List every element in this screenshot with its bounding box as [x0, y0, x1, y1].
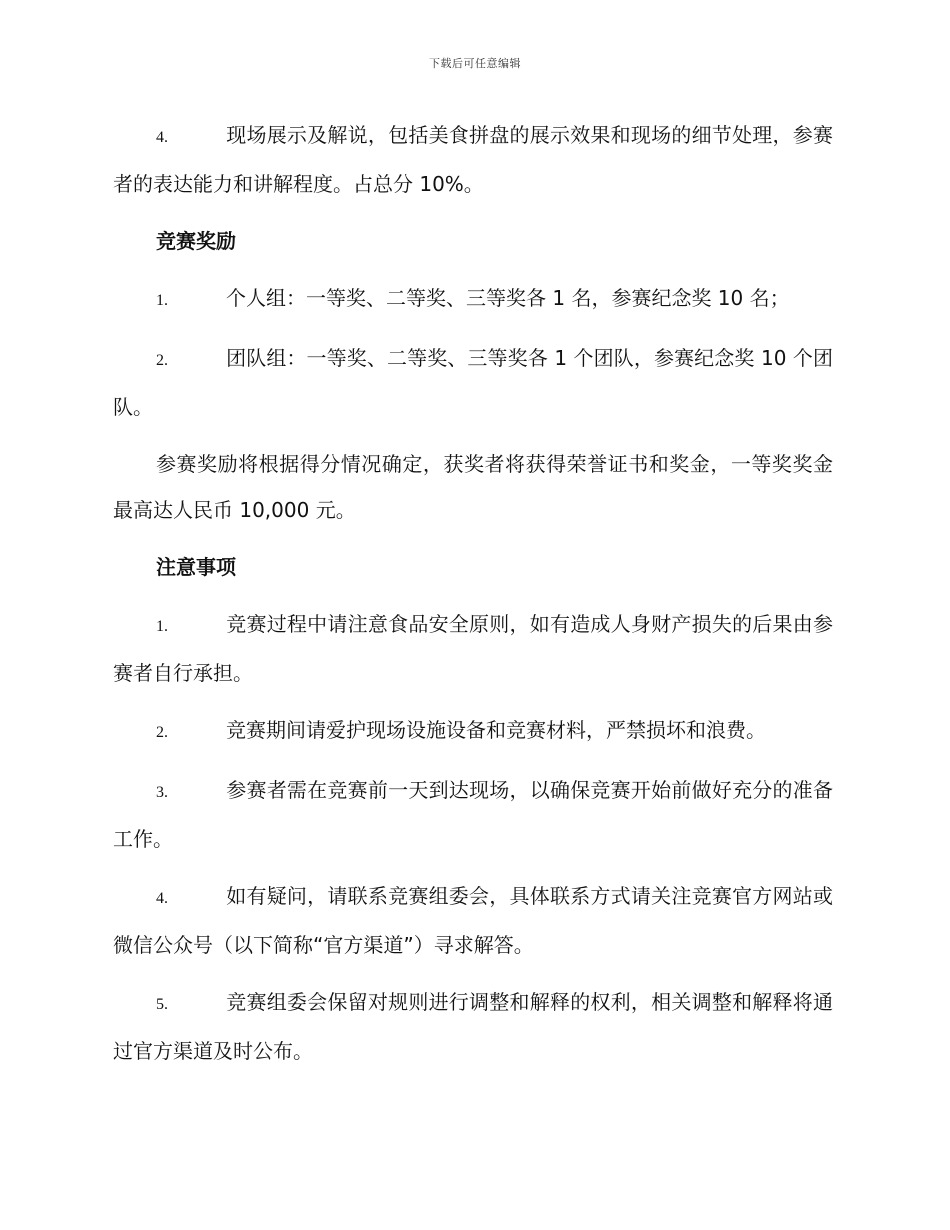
item-number: 2.: [156, 724, 168, 741]
item-number: 2.: [156, 352, 168, 369]
note-item-2: [113, 707, 833, 756]
judging-item-4: [113, 112, 833, 207]
section-heading-notes: 注意事项: [156, 555, 236, 579]
reward-item-1: [113, 275, 833, 324]
item-text: 参赛者需在竞赛前一天到达现场，以确保竞赛开始前做好充分的准备工作。: [113, 778, 833, 851]
section-heading-rewards: 竞赛奖励: [156, 229, 236, 253]
note-item-4: [113, 873, 833, 968]
item-text: 竞赛过程中请注意食品安全原则，如有造成人身财产损失的后果由参赛者自行承担。: [113, 612, 833, 685]
item-text: 团队组：一等奖、二等奖、三等奖各 1 个团队，参赛纪念奖 10 个团队。: [113, 346, 833, 419]
note-item-5: [113, 979, 833, 1074]
item-number: 1.: [156, 618, 168, 635]
item-number: 4.: [156, 890, 168, 907]
item-number: 4.: [156, 129, 168, 146]
item-text: 如有疑问，请联系竞赛组委会，具体联系方式请关注竞赛官方网站或微信公众号（以下简称“官方渠道”）寻求解答。: [113, 884, 833, 957]
item-number: 3.: [156, 784, 168, 801]
document-body: [113, 112, 833, 1085]
item-text: 竞赛期间请爱护现场设施设备和竞赛材料，严禁损坏和浪费。: [226, 718, 766, 742]
item-number: 5.: [156, 996, 168, 1013]
item-text: 个人组：一等奖、二等奖、三等奖各 1 名，参赛纪念奖 10 名；: [226, 286, 790, 310]
note-item-1: [113, 601, 833, 696]
reward-paragraph: 参赛奖励将根据得分情况确定，获奖者将获得荣誉证书和奖金，一等奖奖金最高达人民币 10,000 元。: [113, 452, 833, 522]
reward-item-2: [113, 335, 833, 430]
header-note: 下载后可任意编辑: [429, 57, 521, 70]
note-item-3: [113, 767, 833, 862]
item-number: 1.: [156, 292, 168, 309]
item-text: 竞赛组委会保留对规则进行调整和解释的权利，相关调整和解释将通过官方渠道及时公布。: [113, 990, 833, 1063]
item-text: 现场展示及解说，包括美食拼盘的展示效果和现场的细节处理，参赛者的表达能力和讲解程度。占总分 10%。: [113, 123, 833, 196]
